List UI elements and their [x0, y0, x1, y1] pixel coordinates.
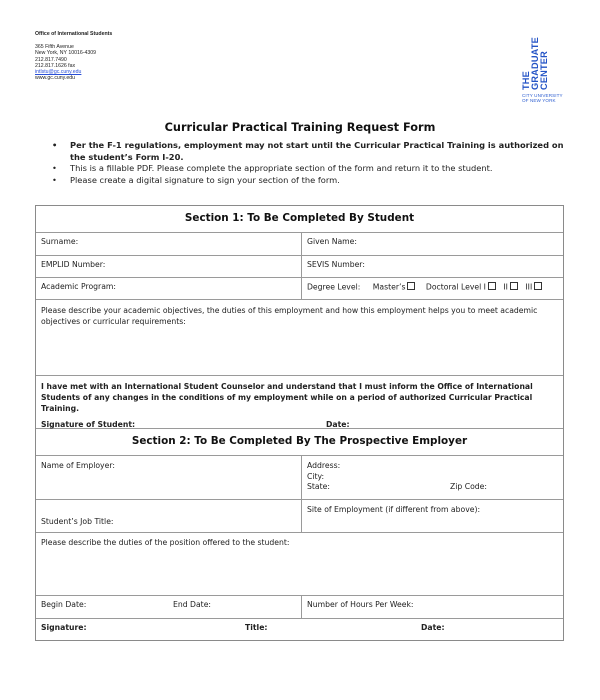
degree-option-doctoral-2[interactable]: II	[503, 282, 518, 292]
academic-program-label: Academic Program:	[41, 282, 116, 291]
position-duties-label: Please describe the duties of the position offered to the student:	[41, 538, 290, 547]
site-of-employment-field[interactable]	[302, 500, 563, 532]
surname-label: Surname:	[41, 237, 79, 246]
dates-cell	[36, 596, 302, 618]
employer-title-field[interactable]: Title:	[245, 623, 268, 632]
cpt-form-table	[35, 205, 564, 641]
graduate-center-logo	[522, 32, 567, 104]
instruction-item: • Per the F-1 regulations, employment may not start until the Curricular Practical Training is authorized on the student’s Form I-20.	[52, 140, 572, 163]
emplid-field[interactable]	[36, 256, 302, 277]
checkbox-icon[interactable]	[407, 282, 415, 290]
zip-code-field[interactable]: Zip Code:	[450, 482, 487, 491]
degree-option-doctoral-1[interactable]: Doctoral Level I	[426, 282, 496, 292]
job-title-label: Student’s Job Title:	[41, 517, 114, 526]
checkbox-icon[interactable]	[534, 282, 542, 290]
fax: 212.817.1626 fax	[35, 62, 76, 69]
phone: 212.817.7490	[35, 56, 67, 63]
office-name: Office of International Students	[35, 31, 113, 37]
degree-option-doctoral-3[interactable]: III	[525, 282, 542, 292]
site-of-employment-label: Site of Employment (if different from above):	[307, 505, 481, 514]
address-line-2: New York, NY 10016-4309	[35, 50, 97, 57]
sevis-field[interactable]	[302, 256, 563, 277]
given-name-label: Given Name:	[307, 237, 357, 246]
office-header	[35, 31, 112, 81]
instruction-item: • This is a fillable PDF. Please complete the appropriate section of the form and return it to the student.	[52, 163, 572, 175]
student-signature-field[interactable]	[41, 420, 326, 429]
hours-per-week-field[interactable]	[302, 596, 563, 618]
employer-signature-row	[36, 619, 563, 640]
employer-signature-field[interactable]: Signature:	[41, 623, 87, 632]
form-title: Curricular Practical Training Request Form	[164, 121, 436, 134]
address-line-1: 365 Fifth Avenue	[35, 44, 74, 51]
logo-line-the: THE	[521, 71, 531, 90]
degree-level-field	[302, 278, 563, 299]
employer-date-field[interactable]: Date:	[421, 623, 445, 632]
logo-line-graduate: GRADUATE	[530, 37, 540, 90]
emplid-label: EMPLID Number:	[41, 260, 106, 269]
degree-option-masters[interactable]: Master’s	[373, 282, 416, 292]
academic-objectives-label: Please describe your academic objectives, the duties of this employment and how this employment helps you to meet academic objectives or curricular requirements:	[41, 306, 538, 326]
employer-name-label: Name of Employer:	[41, 461, 115, 470]
employer-name-field[interactable]	[36, 456, 302, 499]
student-statement: I have met with an International Student Counselor and understand that I must inform the Office of International Students of any changes in the conditions of my employment while on a period of authorized Curricular Practical Training.	[41, 382, 533, 413]
end-date-field[interactable]: End Date:	[173, 600, 212, 609]
section-1-heading: Section 1: To Be Completed By Student	[184, 212, 415, 224]
academic-program-field[interactable]	[36, 278, 302, 299]
instruction-item: • Please create a digital signature to sign your section of the form.	[52, 175, 572, 187]
academic-objectives-field[interactable]	[36, 300, 563, 375]
logo-sub-2: OF NEW YORK	[522, 98, 556, 103]
state-field[interactable]: State:	[307, 482, 330, 491]
city-field[interactable]: City:	[307, 471, 325, 481]
logo-line-center: CENTER	[539, 51, 549, 90]
email-link[interactable]: intlstu@gc.cuny.edu	[35, 69, 82, 76]
website: www.gc.cuny.edu	[35, 75, 75, 82]
address-field[interactable]: Address:	[307, 461, 341, 470]
student-signature-label: Signature of Student:	[41, 420, 136, 429]
instructions-list	[52, 140, 572, 186]
job-title-field[interactable]	[36, 500, 302, 532]
position-duties-field[interactable]	[36, 533, 563, 595]
given-name-field[interactable]	[302, 233, 563, 255]
section-2-heading: Section 2: To Be Completed By The Prospective Employer	[131, 435, 468, 447]
logo-sub-1: CITY UNIVERSITY	[522, 93, 563, 98]
checkbox-icon[interactable]	[510, 282, 518, 290]
hours-per-week-label: Number of Hours Per Week:	[307, 600, 414, 609]
sevis-label: SEVIS Number:	[307, 260, 365, 269]
employer-address-block	[302, 456, 563, 499]
student-date-label: Date:	[326, 420, 350, 429]
begin-date-field[interactable]: Begin Date:	[41, 600, 87, 609]
degree-level-label: Degree Level:	[307, 282, 361, 292]
surname-field[interactable]	[36, 233, 302, 255]
student-date-field[interactable]	[326, 420, 350, 429]
checkbox-icon[interactable]	[488, 282, 496, 290]
